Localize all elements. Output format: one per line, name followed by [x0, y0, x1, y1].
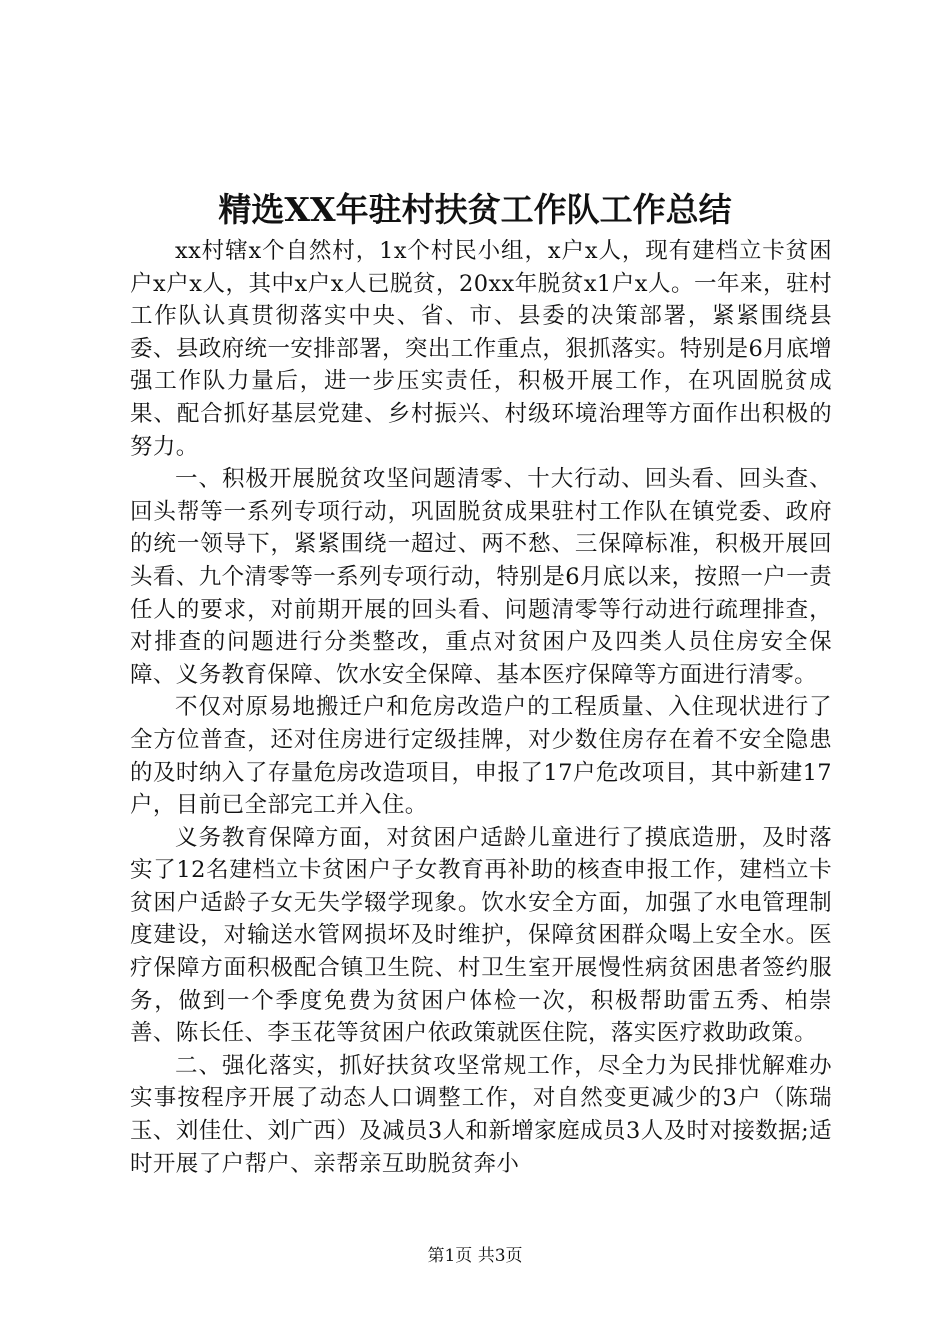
document-body [130, 235, 832, 1180]
page-number-footer: 第1页 共3页 [427, 1246, 523, 1266]
paragraph-education-health: 义务教育保障方面，对贫困户适龄儿童进行了摸底造册，及时落实了12名建档立卡贫困户子女教育再补助的核查申报工作，建档立卡贫困户适龄子女无失学辍学现象。饮水安全方面，加强了水电管理制度建设，对输送水管网损坏及时维护，保障贫困群众喝上安全水。医疗保障方面积极配合镇卫生院、村卫生室开展慢性病贫困患者签约服务，做到一个季度免费为贫困户体检一次，积极帮助雷五秀、柏崇善、陈长任、李玉花等贫困户依政策就医住院，落实医疗救助政策。 [130, 824, 832, 1047]
paragraph-housing: 不仅对原易地搬迁户和危房改造户的工程质量、入住现状进行了全方位普查，还对住房进行定级挂牌，对少数住房存在着不安全隐患的及时纳入了存量危房改造项目，申报了17户危改项目，其中新建17户，目前已全部完工并入住。 [130, 694, 832, 819]
paragraph-section-1: 一、积极开展脱贫攻坚问题清零、十大行动、回头看、回头查、回头帮等一系列专项行动，巩固脱贫成果驻村工作队在镇党委、政府的统一领导下，紧紧围绕一超过、两不愁、三保障标准，积极开展回头看、九个清零等一系列专项行动，特别是6月底以来，按照一户一责任人的要求，对前期开展的回头看、问题清零等行动进行疏理排查，对排查的问题进行分类整改，重点对贫困户及四类人员住房安全保障、义务教育保障、饮水安全保障、基本医疗保障等方面进行清零。 [130, 466, 832, 688]
document-title: 精选XX年驻村扶贫工作队工作总结 [218, 190, 732, 229]
paragraph-section-2: 二、强化落实，抓好扶贫攻坚常规工作，尽全力为民排忧解难办实事按程序开展了动态人口调整工作，对自然变更减少的3户（陈瑞玉、刘佳仕、刘广西）及减员3人和新增家庭成员3人及时对接数据;适时开展了户帮户、亲帮亲互助脱贫奔小 [130, 1052, 832, 1177]
paragraph-intro: xx村辖x个自然村，1x个村民小组，x户x人，现有建档立卡贫困户x户x人，其中x户x人已脱贫，20xx年脱贫x1户x人。一年来，驻村工作队认真贯彻落实中央、省、市、县委的决策部署，紧紧围绕县委、县政府统一安排部署，突出工作重点，狠抓落实。特别是6月底增强工作队力量后，进一步压实责任，积极开展工作，在巩固脱贫成果、配合抓好基层党建、乡村振兴、村级环境治理等方面作出积极的努力。 [130, 238, 832, 460]
